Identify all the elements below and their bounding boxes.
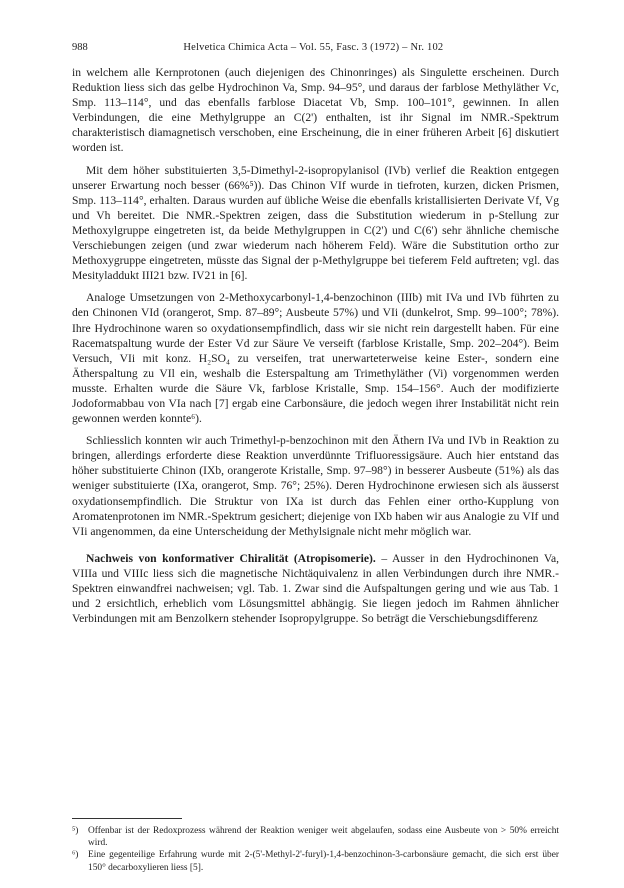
paragraph: Analoge Umsetzungen von 2-Methoxycarbonyl-1,4-benzochinon (IIIb) mit IVa und IVb führten zu den Chinonen VId (orangerot, Smp. 87–89°; Ausbeute 57%) und VIi (dunkelrot, Smp. 99–100°; 78%). Ihre Hydrochinone waren so oxydationsempfindlich, dass wir sie nicht rein dargestellt haben. Für eine Racematspaltung wurde der Ester Vd zur Säure Ve verseift (farblose Kristalle, Smp. 202–204°). Beim Versuch, VIi mit konz. H₂SO₄ zu verseifen, trat unerwarteterweise keine Ester-, sondern eine Ätherspaltung zu VIl ein, weshalb die Esterspaltung am Trimethyläther (Vi) vorgenommen werden musste. Erhalten wurde die Säure Vk, farblose Kristalle, Smp. 154–156°. Auch der modifizierte Jodoformabbau von VIa nach [7] ergab eine Carbonsäure, die jedoch wegen ihrer Instabilität nicht rein gewonnen werden konnte⁶). <box>72 291 559 426</box>
footnote <box>72 849 559 873</box>
running-title: Helvetica Chimica Acta – Vol. 55, Fasc. 3 (1972) – Nr. 102 <box>183 42 444 53</box>
footnote-text: Eine gegenteilige Erfahrung wurde mit 2-(5'-Methyl-2'-furyl)-1,4-benzochinon-3-carbonsäure gemacht, die sich erst über 150° decarboxylieren liess [5]. <box>88 850 559 873</box>
footnote-mark: ⁶) <box>72 850 79 861</box>
footnote-mark: ⁵) <box>72 826 79 836</box>
footnotes <box>72 818 559 874</box>
paragraph: in welchem alle Kernprotonen (auch diejenigen des Chinonringes) als Singulette erscheinen. Durch Reduktion liess sich das gelbe Hydrochinon Va, Smp. 94–95°, und daraus der farblose Methyläther Vc, Smp. 113–114°, und das ebenfalls farblose Diacetat Vb, Smp. 100–101°, gewinnen. In allen Verbindungen, die eine Methylgruppe an C(2') enthalten, ist ihr Signal im NMR.-Spektrum charakteristisch diamagnetisch verschoben, eine Erscheinung, die in einer früheren Arbeit [6] diskutiert worden ist. <box>72 66 559 155</box>
paragraph: Mit dem höher substituierten 3,5-Dimethyl-2-isopropylanisol (IVb) verlief die Reaktion entgegen unserer Erwartung noch besser (66%⁵)). Das Chinon VIf wurde in tiefroten, kurzen, dicken Prismen, Smp. 113–114°, erhalten. Daraus wurden auf übliche Weise die ebenfalls kristallisierten Derivate Vf, Vg und Vh bereitet. Die NMR.-Spektren zeigen, dass die Substitution wiederum in p-Stellung zur Methoxylgruppe eingetreten ist, da beide Methylgruppen in C(2') und C(6') sehr ähnliche chemische Verschiebungen zeigen (und zwar wiederum nach höherem Feld). Wäre die Substitution ortho zur Methoxygruppe eingetreten, müsste das Signal der p-Methylgruppe bei tieferem Feld auftreten; vgl. das Mesityladdukt III21 bzw. IV21 in [6]. <box>72 163 559 283</box>
footnote-text: Offenbar ist der Redoxprozess während der Reaktion weniger weit abgelaufen, sodass eine Ausbeute von > 50% erreicht wird. <box>88 826 559 849</box>
page-number: 988 <box>72 42 88 53</box>
section-heading: Nachweis von konformativer Chiralität (Atropisomerie). <box>86 551 376 565</box>
section-paragraph <box>72 551 559 626</box>
page-header <box>72 42 559 53</box>
section-text: – Ausser in den Hydrochinonen Va, VIIIa und VIIIc liess sich die magnetische Nichtäquivalenz in allen Verbindungen durch ihre NMR.-Spektren einwandfrei nachweisen; vgl. Tab. 1. Zwar sind die Aufspaltungen gering und wie aus Tab. 1 und 2 ersichtlich, erheblich vom Lösungsmittel abhängig. Sie liegen jedoch im Rahmen ähnlicher Verbindungen mit am Benzolkern stehender Isopropylgruppe. So beträgt die Verschiebungsdifferenz <box>72 551 559 626</box>
paragraph: Schliesslich konnten wir auch Trimethyl-p-benzochinon mit den Äthern IVa und IVb in Reaktion zu bringen, allerdings erforderte diese Reaktion unverdünnte Trifluoressigsäure. Auch hier entstand das höher substituierte Chinon (IXb, orangerote Kristalle, Smp. 97–98°) in besserer Ausbeute (51%) als das weniger substituierte (IXa, orangerot, Smp. 76°; 25%). Deren Hydrochinone erwiesen sich als äusserst oxydationsempfindlich. Die Struktur von IXa ist durch das Fehlen einer ortho-Kupplung von Aromatenprotonen im NMR.-Spektrum gesichert; diejenige von IXb haben wir aus Analogie zu VIf und VIi angenommen, da eine Unterscheidung der Methylsignale nicht mehr möglich war. <box>72 434 559 538</box>
footnote <box>72 825 559 849</box>
page-content <box>72 42 559 626</box>
body-text <box>72 65 559 626</box>
footnote-rule <box>72 818 182 819</box>
